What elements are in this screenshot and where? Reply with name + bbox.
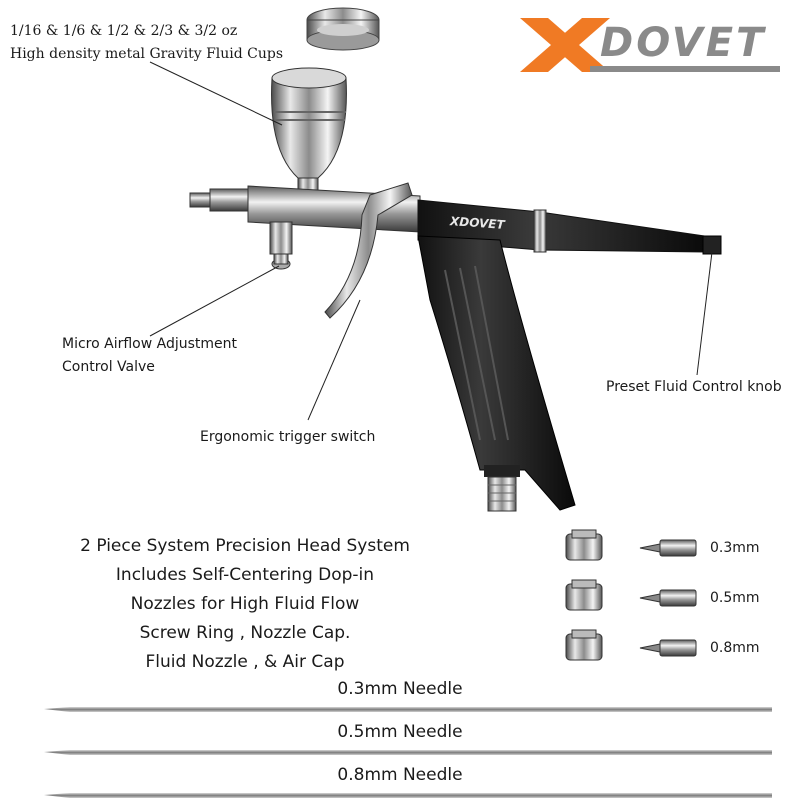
description-line: Includes Self-Centering Dop-in [115, 565, 375, 585]
gun-brand-label: XDOVET [449, 214, 506, 232]
needle-label: 0.5mm Needle [337, 722, 463, 742]
trigger-callout: Ergonomic trigger switch [200, 429, 376, 445]
preset-knob-callout: Preset Fluid Control knob [606, 379, 782, 395]
airflow-callout [62, 333, 237, 379]
needle-label: 0.8mm Needle [337, 765, 463, 785]
cup-callout-desc: High density metal Gravity Fluid Cups [10, 46, 284, 62]
description-line: Screw Ring , Nozzle Cap. [139, 623, 351, 643]
nozzle-size-label: 0.8mm [710, 640, 760, 656]
description-line: 2 Piece System Precision Head System [80, 536, 410, 556]
brand-logo-text: DOVET [600, 20, 767, 66]
brand-logo [600, 20, 766, 66]
cup-lid-image [307, 8, 379, 50]
nozzle-size-label: 0.5mm [710, 590, 760, 606]
cup-callout [10, 20, 283, 66]
description-line: Nozzles for High Fluid Flow [130, 594, 360, 614]
head-system-description [40, 532, 450, 677]
airbrush-body-image [190, 183, 721, 511]
airflow-callout-line1: Micro Airflow Adjustment [62, 336, 238, 352]
nozzle-size-label: 0.3mm [710, 540, 760, 556]
airflow-callout-line2: Control Valve [62, 359, 155, 375]
fluid-cup-image [272, 68, 347, 192]
description-line: Fluid Nozzle , & Air Cap [145, 652, 345, 672]
needle-label: 0.3mm Needle [337, 679, 463, 699]
nozzle-parts-image [566, 530, 696, 660]
cup-callout-sizes: 1/16 & 1/6 & 1/2 & 2/3 & 3/2 oz [10, 23, 238, 39]
